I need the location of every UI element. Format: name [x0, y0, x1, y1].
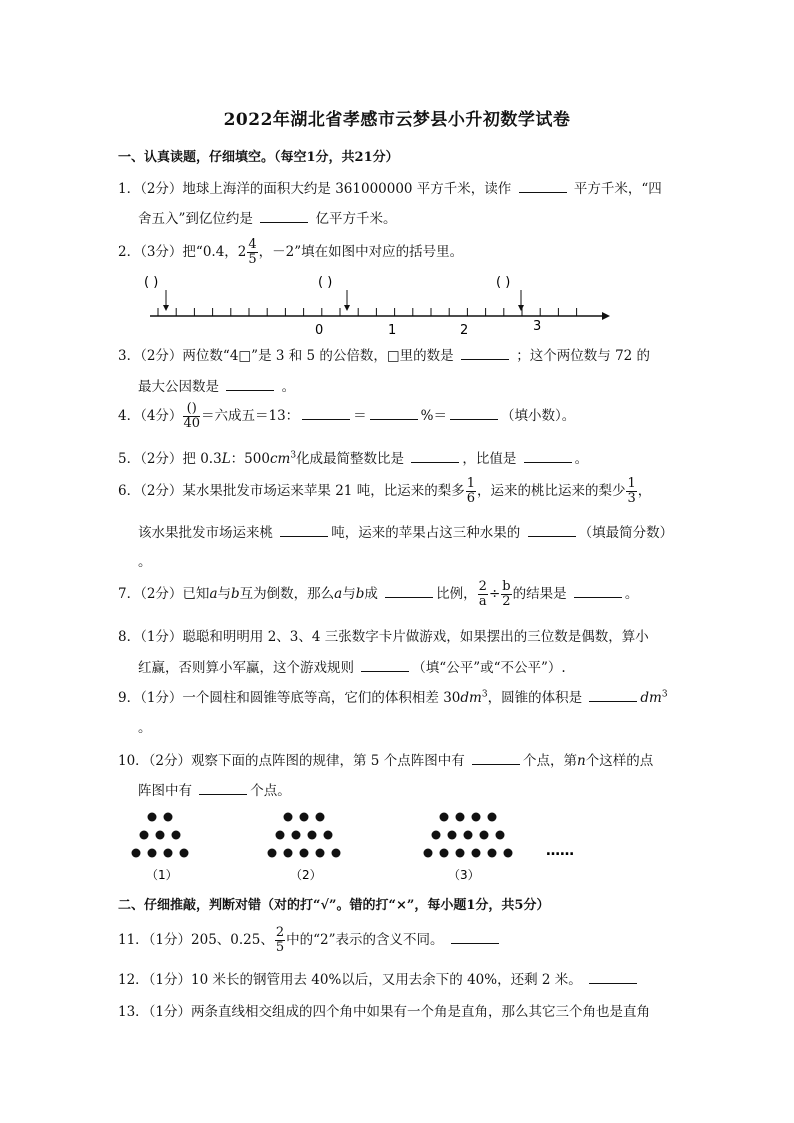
question-1-line-2	[138, 207, 397, 227]
answer-blank[interactable]	[589, 971, 637, 984]
fraction	[626, 477, 636, 506]
q10-text-b: 个点，第	[523, 753, 577, 769]
q6-text-d: 该水果批发市场运来桃	[138, 525, 273, 541]
fraction	[501, 580, 511, 609]
question-8-line-2	[138, 656, 566, 676]
answer-blank[interactable]	[280, 524, 328, 537]
fraction-numerator: 2	[478, 579, 487, 594]
unit-dm: dm	[460, 690, 482, 706]
q5-text-b: ：500	[230, 451, 270, 467]
q8-text-a: 8．（1分）聪聪和明明用 2、3、4 三张数字卡片做游戏，如果摆出的三位数是偶数，算小	[118, 629, 649, 645]
question-13-line	[118, 1000, 650, 1020]
dot	[448, 831, 457, 840]
q3-text-b: ；这个两位数与 72 的	[516, 348, 651, 364]
dot	[180, 849, 189, 858]
arrow-1-head	[163, 305, 169, 311]
fraction	[466, 477, 476, 506]
question-6-line-2	[138, 521, 673, 541]
unit-cm: cm	[269, 451, 291, 467]
dot	[300, 849, 309, 858]
dot	[132, 849, 141, 858]
dot	[456, 849, 465, 858]
q6-text-b: ，运来的桃比运来的梨少	[476, 483, 626, 499]
dot	[504, 849, 513, 858]
q6-text-a: 6．（2分）某水果批发市场运来苹果 21 吨，比运来的梨多	[118, 483, 465, 499]
dot	[284, 813, 293, 822]
question-10-line-1	[118, 749, 653, 769]
answer-blank[interactable]	[472, 752, 520, 765]
answer-blank[interactable]	[370, 407, 418, 420]
q9-text-c: 。	[138, 720, 152, 736]
dot	[300, 813, 309, 822]
q3-text-a: 3．（2分）两位数“4□”是 3 和 5 的公倍数，□里的数是	[118, 348, 454, 364]
answer-blank[interactable]	[385, 585, 433, 598]
dot	[440, 813, 449, 822]
dot	[164, 813, 173, 822]
unit-dm: dm	[640, 690, 662, 706]
dot	[148, 813, 157, 822]
fraction-denominator: 3	[627, 491, 636, 506]
fraction	[247, 238, 257, 267]
dot	[488, 813, 497, 822]
dot	[432, 831, 441, 840]
dot	[480, 831, 489, 840]
q7-text-b2: 与	[342, 586, 356, 602]
bracket-2[interactable]: ( )	[318, 275, 333, 290]
q10-text-c: 个这样的点	[585, 753, 654, 769]
dot	[284, 849, 293, 858]
q7-text-c: 互为倒数，那么	[239, 586, 335, 602]
q2-text-b: ，－2”填在如图中对应的括号里。	[258, 244, 464, 260]
q1-text-b: 平方千米，“四	[573, 181, 662, 197]
section-1-heading: 一、认真读题，仔细填空。（每空1分，共21分）	[118, 150, 399, 165]
var-b: b	[231, 586, 240, 602]
q8-text-c: （填“公平”或“不公平”）.	[412, 660, 566, 676]
number-line-ticks	[158, 308, 577, 316]
answer-blank[interactable]	[450, 407, 498, 420]
fraction	[275, 926, 285, 955]
q5-text-a: 5．（2分）把 0.3	[118, 451, 222, 467]
dot	[496, 831, 505, 840]
bracket-1[interactable]: ( )	[144, 275, 159, 290]
fraction-denominator: 5	[275, 940, 285, 955]
tick-label-1: 1	[388, 323, 397, 338]
dot-patterns	[132, 813, 513, 858]
number-line-figure	[138, 268, 613, 338]
question-12-line	[118, 968, 640, 988]
fraction	[478, 580, 488, 609]
q10-text-e: 个点。	[250, 783, 291, 799]
q6-text-f: （填最简分数）	[578, 525, 674, 541]
tick-label-3: 3	[533, 319, 542, 334]
q1-text-d: 亿平方千米。	[315, 211, 397, 227]
unit-liter: L	[221, 451, 231, 467]
q9-text-b: ，圆锥的体积是	[487, 690, 583, 706]
dot	[456, 813, 465, 822]
question-9-line-2	[138, 716, 152, 736]
q7-text-f: 的结果是	[512, 586, 567, 602]
dot	[472, 849, 481, 858]
answer-blank[interactable]	[361, 659, 409, 672]
pattern-label-3: （3）	[448, 868, 480, 882]
q5-text-c: 化成最简整数比是	[296, 451, 405, 467]
ellipsis: ……	[546, 843, 574, 859]
q10-text-a: 10．（2分）观察下面的点阵图的规律，第 5 个点阵图中有	[118, 753, 465, 769]
q6-text-g: 。	[138, 554, 152, 570]
fraction-numerator: 1	[627, 476, 636, 491]
q4-text-a: 4．（4分）	[118, 408, 183, 424]
q11-text-a: 11．（1分）205、0.25、	[118, 932, 274, 948]
dot	[140, 831, 149, 840]
question-7-line	[118, 580, 638, 609]
question-9-line-1	[118, 686, 668, 706]
q4-text-d: %＝	[420, 408, 447, 424]
q12-text-a: 12．（1分）10 米长的钢管用去 40%以后，又用去余下的 40%，还剩 2 米。	[118, 972, 582, 988]
pattern-label-1: （1）	[146, 868, 178, 882]
question-1-line-1	[118, 177, 662, 197]
dot	[488, 849, 497, 858]
answer-blank[interactable]	[302, 407, 350, 420]
answer-blank[interactable]	[519, 180, 567, 193]
answer-blank[interactable]	[589, 689, 637, 702]
dot	[332, 849, 341, 858]
dot	[464, 831, 473, 840]
dot	[268, 849, 277, 858]
dot	[324, 831, 333, 840]
var-a: a	[334, 586, 343, 602]
answer-blank[interactable]	[528, 524, 576, 537]
q13-text-a: 13．（1分）两条直线相交组成的四个角中如果有一个角是直角，那么其它三个角也是直角	[118, 1004, 651, 1020]
q3-text-d: 。	[281, 379, 296, 395]
dot	[308, 831, 317, 840]
q9-text-a: 9．（1分）一个圆柱和圆锥等底等高，它们的体积相差 30	[118, 690, 461, 706]
dot	[172, 831, 181, 840]
arrow-3-head	[518, 305, 524, 311]
var-b: b	[355, 586, 365, 602]
q10-text-d: 阵图中有	[138, 783, 192, 799]
dot	[472, 813, 481, 822]
fraction-numerator: 2	[275, 925, 285, 940]
bracket-3[interactable]: ( )	[496, 275, 511, 290]
dot-pattern-figure	[130, 805, 610, 885]
q5-text-e: 。	[574, 451, 589, 467]
question-11-line	[118, 926, 502, 955]
pattern-label-2: （2）	[290, 868, 322, 882]
q7-text-e: 比例，	[436, 586, 477, 602]
divide-sign: ÷	[488, 586, 501, 602]
q5-text-d: ，比值是	[462, 451, 517, 467]
fraction-denominator: 6	[466, 491, 475, 506]
question-4-line	[118, 402, 575, 431]
exponent: 3	[481, 689, 488, 700]
q7-text-a: 7．（2分）已知	[118, 586, 210, 602]
dot	[148, 849, 157, 858]
fraction-denominator: 2	[502, 594, 511, 609]
q1-text-a: 1．（2分）地球上海洋的面积大约是 361000000 平方千米，读作	[118, 181, 512, 197]
fraction-numerator: b	[502, 579, 511, 594]
section-2-heading: 二、仔细推敲，判断对错（对的打“√”。错的打“×”，每小题1分，共5分）	[118, 898, 550, 913]
exponent: 3	[290, 450, 297, 461]
q3-text-c: 最大公因数是	[138, 379, 219, 395]
fraction-denominator: 5	[248, 252, 257, 267]
q4-text-c: ＝	[353, 408, 367, 424]
question-3-line-2	[138, 375, 295, 395]
fraction-numerator: ()	[183, 402, 200, 417]
answer-blank[interactable]	[574, 585, 622, 598]
q1-text-c: 舍五入”到亿位约是	[138, 211, 253, 227]
dot	[440, 849, 449, 858]
fraction-denominator: a	[478, 594, 487, 609]
question-2-line	[118, 238, 463, 267]
q4-text-e: （填小数）。	[501, 408, 576, 424]
tick-label-2: 2	[460, 323, 469, 338]
fraction-denominator: 40	[183, 416, 200, 431]
q7-text-g: 。	[624, 586, 639, 602]
dot	[292, 831, 301, 840]
var-a: a	[209, 586, 218, 602]
answer-blank[interactable]	[451, 931, 499, 944]
answer-blank[interactable]	[199, 782, 247, 795]
dot	[316, 849, 325, 858]
dot	[156, 831, 165, 840]
answer-blank[interactable]	[411, 450, 459, 463]
q7-text-b: 与	[217, 586, 231, 602]
answer-blank[interactable]	[226, 378, 274, 391]
q7-text-d: 成	[364, 586, 378, 602]
fraction	[183, 402, 200, 431]
q6-text-c: ，	[637, 483, 652, 499]
exponent: 3	[661, 689, 668, 700]
q4-text-b: ＝六成五＝13：	[200, 408, 300, 424]
answer-blank[interactable]	[461, 347, 509, 360]
dot	[276, 831, 285, 840]
dot	[164, 849, 173, 858]
answer-blank[interactable]	[260, 210, 308, 223]
q8-text-b: 红赢，否则算小军赢，这个游戏规则	[138, 660, 354, 676]
answer-blank[interactable]	[524, 450, 572, 463]
fraction-numerator: 4	[248, 237, 257, 252]
question-5-line	[118, 447, 588, 467]
question-6-line-3	[138, 550, 152, 570]
question-6-line-1	[118, 477, 651, 506]
dot	[424, 849, 433, 858]
dot	[316, 813, 325, 822]
tick-label-0: 0	[315, 323, 324, 338]
fraction-numerator: 1	[466, 476, 475, 491]
page-title: 2022年湖北省孝感市云梦县小升初数学试卷	[223, 110, 571, 130]
question-8-line-1	[118, 625, 649, 645]
question-3-line-1	[118, 344, 650, 364]
axis-arrow	[602, 312, 610, 320]
arrow-2-head	[344, 305, 350, 311]
q2-text-a: 2．（3分）把“0.4，2	[118, 244, 247, 260]
q6-text-e: 吨，运来的苹果占这三种水果的	[331, 525, 521, 541]
var-n: n	[577, 753, 586, 769]
q11-text-b: 中的“2”表示的含义不同。	[286, 932, 444, 948]
question-10-line-2	[138, 779, 291, 799]
